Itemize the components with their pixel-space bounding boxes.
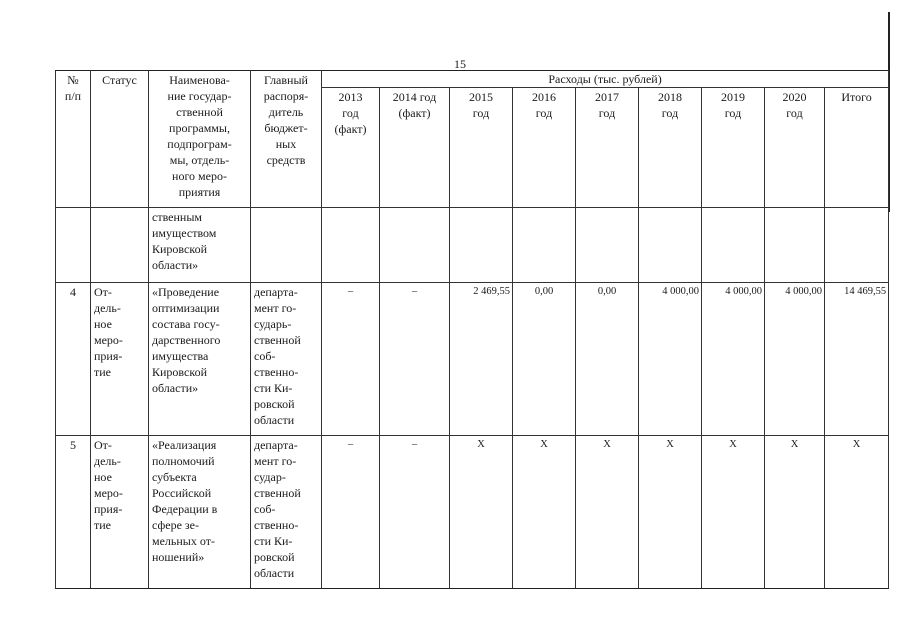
row-value: 0,00 — [513, 283, 576, 436]
row-value — [702, 208, 765, 283]
row-value — [513, 208, 576, 283]
row-value — [322, 208, 380, 283]
row-value: – — [322, 436, 380, 589]
row-value — [639, 208, 702, 283]
row-manager: департа- мент го- судар- ственной соб- ственно- сти Ки- ровской области — [251, 436, 322, 589]
row-value — [765, 208, 825, 283]
header-no: № п/п — [56, 71, 91, 208]
row-value: 4 000,00 — [702, 283, 765, 436]
row-manager: департа- мент го- сударь- ственной соб- ственно- сти Ки- ровской области — [251, 283, 322, 436]
header-status: Статус — [91, 71, 149, 208]
row-value: 0,00 — [576, 283, 639, 436]
expenses-table — [55, 70, 889, 589]
header-manager: Главный распоря- дитель бюджет- ных средств — [251, 71, 322, 208]
year-header: Итого — [825, 88, 889, 208]
page-number: 15 — [454, 57, 466, 71]
row-name: «Проведение оптимизации состава госу- дарственного имущества Кировской области» — [149, 283, 251, 436]
row-value: Х — [639, 436, 702, 589]
table-header-row — [56, 71, 889, 88]
row-value: – — [322, 283, 380, 436]
row-name: ственным имуществом Кировской области» — [149, 208, 251, 283]
row-value — [576, 208, 639, 283]
row-value: Х — [825, 436, 889, 589]
row-no: 5 — [56, 436, 91, 589]
year-header: 2019 год — [702, 88, 765, 208]
row-value: Х — [765, 436, 825, 589]
row-value: Х — [513, 436, 576, 589]
row-value: 4 000,00 — [639, 283, 702, 436]
row-value: 14 469,55 — [825, 283, 889, 436]
row-value: 4 000,00 — [765, 283, 825, 436]
row-status: От- дель- ное меро- прия- тие — [91, 283, 149, 436]
row-value: – — [380, 283, 450, 436]
row-status — [91, 208, 149, 283]
row-no — [56, 208, 91, 283]
year-header: 2014 год (факт) — [380, 88, 450, 208]
table-row — [56, 436, 889, 589]
row-value: – — [380, 436, 450, 589]
header-name: Наименова- ние государ- ственной программы, подпрограм- мы, отдель- ного меро- приятия — [149, 71, 251, 208]
row-name: «Реализация полномочий субъекта Российской Федерации в сфере зе- мельных от- ношений» — [149, 436, 251, 589]
header-expenses — [322, 71, 889, 88]
row-value: Х — [450, 436, 513, 589]
row-value: Х — [702, 436, 765, 589]
year-header: 2020 год — [765, 88, 825, 208]
row-value: 2 469,55 — [450, 283, 513, 436]
year-header: 2015 год — [450, 88, 513, 208]
expenses-title: Расходы (тыс. рублей) — [548, 72, 662, 86]
row-status: От- дель- ное меро- прия- тие — [91, 436, 149, 589]
year-header: 2013 год (факт) — [322, 88, 380, 208]
row-value — [450, 208, 513, 283]
row-value: Х — [576, 436, 639, 589]
row-manager — [251, 208, 322, 283]
year-header: 2016 год — [513, 88, 576, 208]
row-value — [825, 208, 889, 283]
row-value — [380, 208, 450, 283]
table-row — [56, 208, 889, 283]
year-header: 2017 год — [576, 88, 639, 208]
row-no: 4 — [56, 283, 91, 436]
table-row — [56, 283, 889, 436]
year-header: 2018 год — [639, 88, 702, 208]
